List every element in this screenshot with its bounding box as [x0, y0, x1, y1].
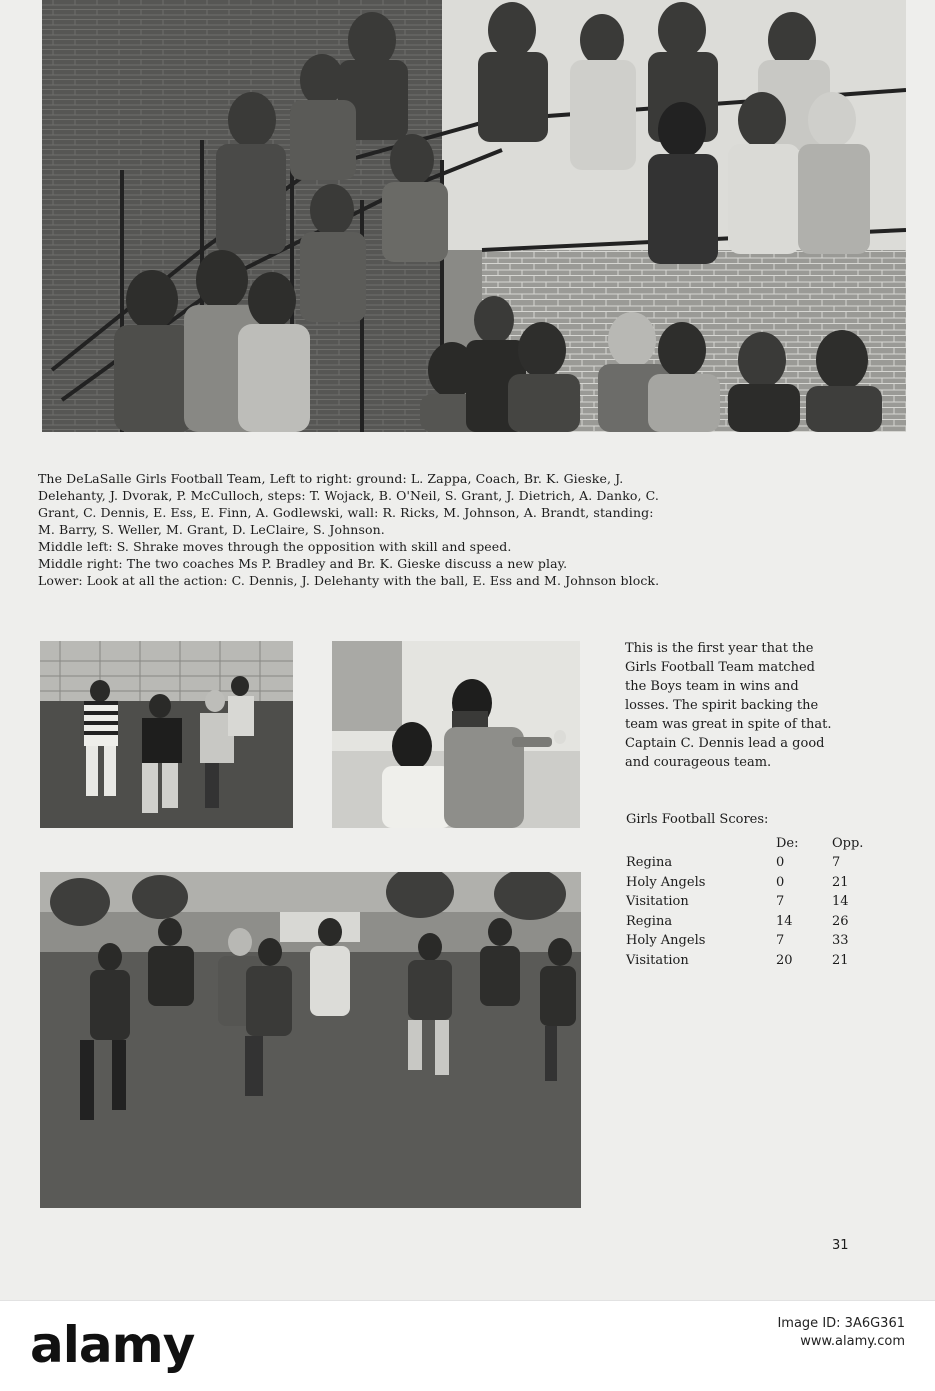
story-line: Girls Football Team matched — [625, 660, 815, 675]
team-group-photo — [42, 0, 906, 432]
story-line: This is the first year that the — [625, 641, 814, 656]
caption-line: The DeLaSalle Girls Football Team, Left to right: ground: L. Zappa, Coach, Br. K. Gieske, J. — [38, 471, 624, 486]
page-number: 31 — [832, 1238, 849, 1253]
caption-line: M. Barry, S. Weller, M. Grant, D. LeClaire, S. Johnson. — [38, 522, 385, 537]
header-team — [626, 834, 776, 854]
scores-header-row — [626, 834, 882, 854]
score-de: 14 — [776, 913, 793, 929]
lower-photo-art — [40, 872, 581, 1208]
table-row — [626, 912, 882, 932]
story-line: the Boys team in wins and — [625, 679, 799, 694]
story-line: Captain C. Dennis lead a good — [625, 736, 825, 751]
team-photo-caption — [38, 470, 898, 589]
team-photo-art — [42, 0, 906, 432]
image-id-label: Image ID: 3A6G361 — [777, 1316, 905, 1331]
table-row — [626, 931, 882, 951]
score-de: 7 — [776, 933, 785, 948]
caption-line: Lower: Look at all the action: C. Dennis, J. Delehanty with the ball, E. Ess and M. Johnson block. — [38, 573, 660, 588]
caption-line: Middle left: S. Shrake moves through the opposition with skill and speed. — [38, 539, 512, 554]
score-team: Visitation — [626, 952, 689, 968]
table-row — [626, 951, 882, 971]
lower-action-photo — [40, 872, 581, 1208]
caption-line: Delehanty, J. Dvorak, P. McCulloch, steps: T. Wojack, B. O'Neil, S. Grant, J. Dietrich, A. Danko, C. — [38, 488, 659, 503]
header-opp: Opp. — [832, 835, 864, 851]
score-de: 7 — [776, 894, 785, 909]
middle-right-photo-art — [332, 641, 580, 828]
score-opp: 21 — [832, 952, 849, 968]
header-de: De: — [776, 835, 799, 851]
middle-left-photo — [40, 641, 293, 828]
table-row — [626, 873, 882, 893]
score-opp: 26 — [832, 913, 849, 929]
story-line: team was great in spite of that. — [625, 717, 832, 732]
score-team: Visitation — [626, 894, 689, 909]
scores-title: Girls Football Scores: — [626, 812, 769, 827]
scores-section — [626, 810, 886, 970]
score-de: 0 — [776, 855, 785, 870]
table-row — [626, 853, 882, 873]
caption-line: Middle right: The two coaches Ms P. Bradley and Br. K. Gieske discuss a new play. — [38, 556, 568, 571]
score-team: Holy Angels — [626, 874, 706, 890]
score-team: Regina — [626, 913, 673, 929]
score-opp: 33 — [832, 933, 849, 948]
stock-watermark-band — [0, 1300, 935, 1391]
watermark-info — [777, 1315, 905, 1351]
score-team: Holy Angels — [626, 933, 706, 948]
score-opp: 7 — [832, 855, 841, 870]
scores-table — [626, 834, 882, 971]
score-opp: 14 — [832, 894, 849, 909]
team-story — [625, 639, 890, 772]
caption-line: Grant, C. Dennis, E. Ess, E. Finn, A. Godlewski, wall: R. Ricks, M. Johnson, A. Brandt, standing: — [38, 505, 654, 520]
alamy-logo: alamy — [30, 1316, 195, 1374]
score-de: 0 — [776, 874, 785, 890]
score-team: Regina — [626, 855, 673, 870]
middle-left-photo-art — [40, 641, 293, 828]
score-opp: 21 — [832, 874, 849, 890]
site-url: www.alamy.com — [800, 1334, 905, 1349]
middle-right-photo — [332, 641, 580, 828]
story-line: losses. The spirit backing the — [625, 698, 819, 713]
score-de: 20 — [776, 952, 793, 968]
table-row — [626, 892, 882, 912]
story-line: and courageous team. — [625, 755, 772, 770]
